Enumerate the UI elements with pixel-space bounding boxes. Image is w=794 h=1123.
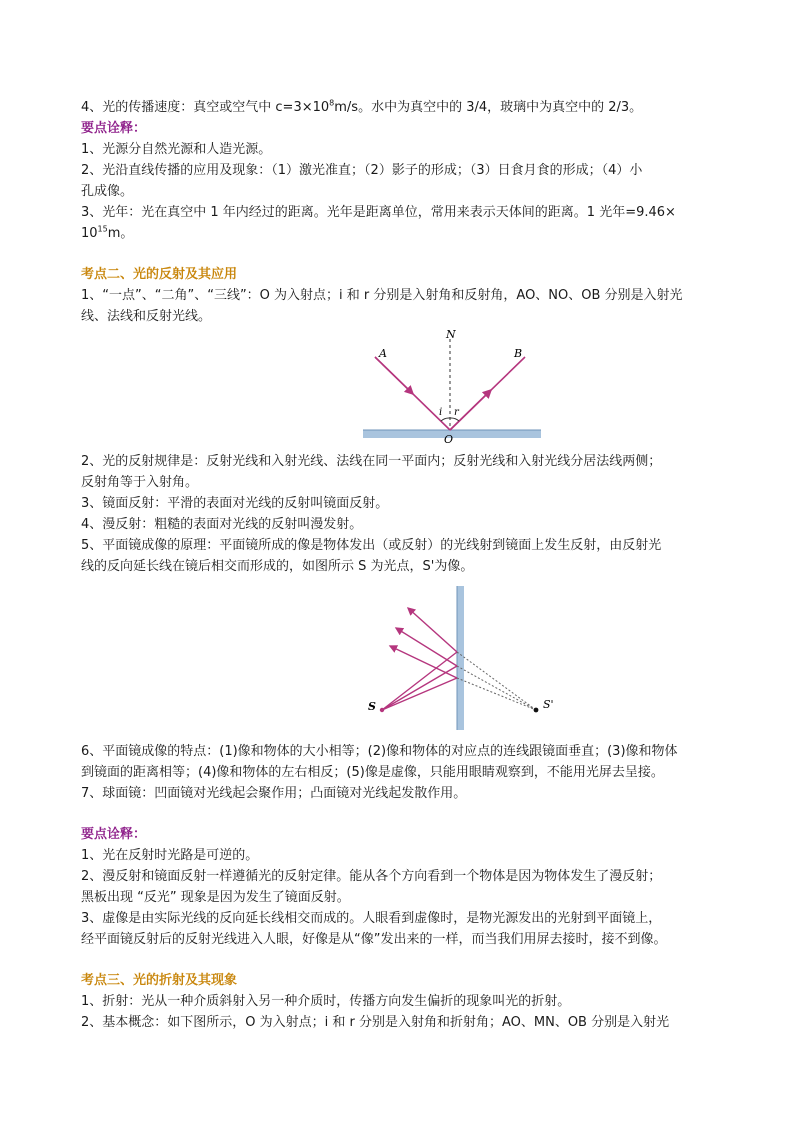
- paragraph-diffuse-law-cont: 黑板出现 “反光” 现象是因为发生了镜面反射。: [81, 890, 350, 905]
- paragraph-light-year-cont: $10^{15}m$。: [81, 224, 134, 241]
- paragraph-refraction-definition: 1、折射：光从一种介质斜射入另一种介质时，传播方向发生偏折的现象叫光的折射。: [81, 994, 571, 1009]
- label-i: i: [439, 407, 443, 418]
- paragraph-light-year: 3、光年：光在真空中 1 年内经过的距离。光年是距离单位，常用来表示天体间的距离。1 光年=9.46×: [81, 205, 676, 220]
- paragraph-refraction-terms: 2、基本概念：如下图所示，O 为入射点；i 和 r 分别是入射角和折射角；AO、MN、OB 分别是入射光: [81, 1015, 670, 1030]
- paragraph-reflection-law: 2、光的反射规律是：反射光线和入射光线、法线在同一平面内；反射光线和入射光线分居法线两侧；: [81, 454, 662, 469]
- paragraph-virtual-image: 3、虚像是由实际光线的反向延长线相交而成的。人眼看到虚像时，是物光源发出的光射到平面镜上，: [81, 911, 662, 926]
- paragraph-plane-mirror-features-cont: 到镜面的距离相等；(4)像和物体的左右相反；(5)像是虚像，只能用眼睛观察到，不能用光屏去呈接。: [81, 765, 664, 780]
- plane-mirror: [457, 586, 464, 730]
- paragraph-diffuse-law: 2、漫反射和镜面反射一样遵循光的反射定律。能从各个方向看到一个物体是因为物体发生了漫反射；: [81, 869, 662, 884]
- paragraph-specular-reflection: 3、镜面反射：平滑的表面对光线的反射叫镜面反射。: [81, 496, 389, 511]
- label-n: N: [446, 328, 456, 341]
- paragraph-straight-line-propagation-cont: 孔成像。: [81, 184, 134, 199]
- label-s-image: S': [543, 698, 554, 711]
- section-heading-refraction: 考点三、光的折射及其现象: [81, 973, 238, 988]
- paragraph-spherical-mirror: 7、球面镜：凹面镜对光线起会聚作用；凸面镜对光线起发散作用。: [81, 786, 467, 801]
- virtual-ray-3: [457, 678, 536, 710]
- incident-ray-3: [382, 678, 457, 710]
- plane-mirror-diagram: [360, 582, 560, 732]
- reflected-ray-3: [390, 646, 457, 678]
- paragraph-plane-mirror-features: 6、平面镜成像的特点：(1)像和物体的大小相等；(2)像和物体的对应点的连线跟镜面垂直；(3)像和物体: [81, 744, 678, 759]
- source-point: [380, 708, 384, 712]
- incident-ray-arrow: [375, 357, 413, 394]
- reflected-ray-2: [396, 628, 457, 666]
- paragraph-reflection-law-cont: 反射角等于入射角。: [81, 475, 199, 490]
- paragraph-reflection-terms: 1、“一点”、“二角”、“三线”：O 为入射点；i 和 r 分别是入射角和反射角，AO、NO、OB 分别是入射光: [81, 288, 683, 303]
- paragraph-reversible-path: 1、光在反射时光路是可逆的。: [81, 848, 259, 863]
- key-points-heading-2: 要点诠释：: [81, 827, 147, 842]
- paragraph-virtual-image-cont: 经平面镜反射后的反射光线进入人眼，好像是从“像”发出来的一样，而当我们用屏去接时，接不到像。: [81, 932, 667, 947]
- paragraph-reflection-terms-cont: 线、法线和反射光线。: [81, 309, 212, 324]
- section-heading-reflection: 考点二、光的反射及其应用: [81, 267, 238, 282]
- virtual-ray-1: [457, 652, 536, 710]
- image-point: [534, 708, 539, 713]
- paragraph-plane-mirror-principle: 5、平面镜成像的原理：平面镜所成的像是物体发出（或反射）的光线射到镜面上发生反射，由反射光: [81, 538, 662, 553]
- label-s: S: [368, 700, 376, 713]
- reflection-diagram: [355, 325, 550, 445]
- label-r: r: [454, 407, 459, 418]
- label-a: A: [379, 347, 387, 360]
- label-o: O: [444, 433, 454, 445]
- virtual-ray-2: [457, 666, 536, 710]
- reflection-angle-arc: [450, 418, 459, 421]
- paragraph-straight-line-propagation: 2、光沿直线传播的应用及现象：（1）激光准直；（2）影子的形成；（3）日食月食的形成；（4）小: [81, 163, 643, 178]
- label-b: B: [514, 347, 523, 360]
- paragraph-light-speed: 4、光的传播速度：真空或空气中 $c=3\times 10^8m/s$。水中为真空中的 3/4，玻璃中为真空中的 2/3。: [81, 98, 643, 115]
- key-points-heading: 要点诠释：: [81, 121, 147, 136]
- paragraph-diffuse-reflection: 4、漫反射：粗糙的表面对光线的反射叫漫发射。: [81, 517, 363, 532]
- reflected-ray-1: [408, 608, 457, 652]
- paragraph-light-sources: 1、光源分自然光源和人造光源。: [81, 142, 272, 157]
- incidence-angle-arc: [441, 418, 450, 421]
- paragraph-plane-mirror-principle-cont: 线的反向延长线在镜后相交而形成的，如图所示 S 为光点，S'为像。: [81, 559, 474, 574]
